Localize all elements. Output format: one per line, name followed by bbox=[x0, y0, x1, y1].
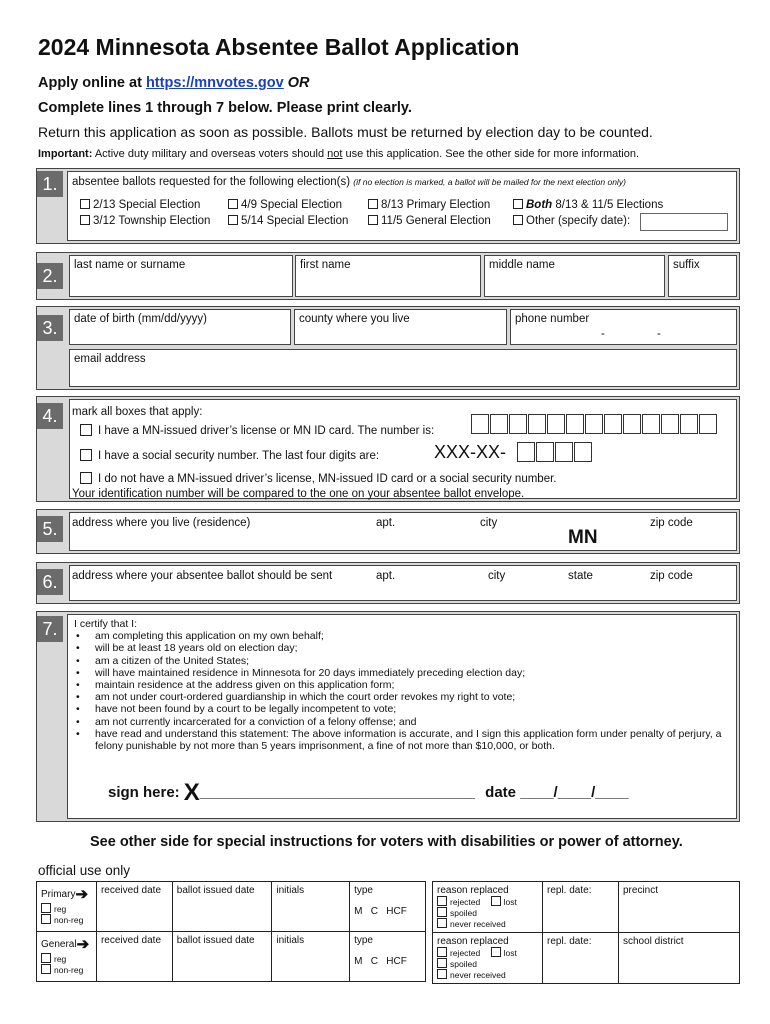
ssn-prefix: XXX-XX- bbox=[434, 442, 507, 462]
checkbox[interactable] bbox=[437, 896, 447, 906]
mailing-address-label: address where your absentee ballot should be sent bbox=[72, 570, 333, 582]
suffix-field[interactable]: suffix bbox=[668, 255, 737, 297]
signature-line[interactable] bbox=[108, 779, 629, 806]
section-3-contact bbox=[36, 306, 740, 390]
section-5-residence bbox=[36, 509, 740, 554]
certify-item: • am a citizen of the United States; bbox=[74, 655, 730, 667]
phone-dash: - bbox=[657, 328, 661, 340]
option-2-13-special[interactable]: 2/13 Special Election bbox=[80, 199, 200, 211]
table-row bbox=[37, 932, 426, 982]
official-use-label: official use only bbox=[38, 863, 131, 878]
sign-x: X bbox=[183, 779, 200, 806]
mark-all-label: mark all boxes that apply: bbox=[72, 406, 203, 418]
checkbox[interactable] bbox=[41, 964, 51, 974]
certify-intro: I certify that I: bbox=[74, 618, 138, 630]
option-5-14-special[interactable]: 5/14 Special Election bbox=[228, 215, 348, 227]
section-number: 2. bbox=[37, 263, 63, 289]
ballot-issued-cell[interactable]: ballot issued date bbox=[172, 932, 272, 982]
certify-item: • have not been found by a court to be legally incompetent to vote; bbox=[74, 703, 730, 715]
type-cell[interactable]: type M C HCF bbox=[350, 882, 426, 932]
table-row bbox=[37, 882, 426, 932]
option-both-elections[interactable]: Both 8/13 & 11/5 Elections bbox=[513, 199, 663, 211]
important-text-b: use this application. See the other side for more information. bbox=[342, 148, 640, 160]
section-7-certification bbox=[36, 611, 740, 822]
option-8-13-primary[interactable]: 8/13 Primary Election bbox=[368, 199, 490, 211]
initials-cell[interactable]: initials bbox=[272, 882, 350, 932]
elections-label: absentee ballots requested for the following election(s) (if no election is marked, a ballot will be mailed for the next election only) bbox=[72, 176, 626, 188]
identification-box bbox=[69, 399, 737, 499]
important-label: Important: bbox=[38, 148, 93, 160]
certify-item: • am not under court-ordered guardianship in which the court order revokes my right to vote; bbox=[74, 691, 730, 703]
apply-suffix: OR bbox=[283, 75, 310, 91]
zip-label: zip code bbox=[650, 517, 693, 529]
section-number: 5. bbox=[37, 516, 63, 542]
return-note: Return this application as soon as possible. Ballots must be returned by election day to be counted. bbox=[38, 124, 653, 140]
checkbox[interactable] bbox=[368, 199, 378, 209]
important-not: not bbox=[327, 148, 343, 160]
certify-list bbox=[74, 630, 730, 752]
page-title: 2024 Minnesota Absentee Ballot Application bbox=[38, 34, 520, 60]
checkbox[interactable] bbox=[80, 215, 90, 225]
ballot-issued-cell[interactable]: ballot issued date bbox=[172, 882, 272, 932]
received-date-cell[interactable]: received date bbox=[96, 882, 172, 932]
date-blank[interactable]: ____/____/____ bbox=[520, 784, 629, 801]
certify-item: • am completing this application on my own behalf; bbox=[74, 630, 730, 642]
checkbox[interactable] bbox=[437, 947, 447, 957]
primary-cell: Primary➔ reg non-reg bbox=[37, 882, 97, 932]
phone-field[interactable]: phone number - - bbox=[510, 309, 737, 345]
county-field[interactable]: county where you live bbox=[294, 309, 507, 345]
arrow-right-icon: ➔ bbox=[76, 936, 90, 953]
apt-label: apt. bbox=[376, 570, 396, 582]
precinct-cell[interactable]: precinct bbox=[619, 882, 740, 933]
checkbox[interactable] bbox=[80, 424, 92, 436]
signature-blank[interactable]: _________________________________ bbox=[199, 784, 475, 801]
license-option[interactable]: I have a MN-issued driver’s license or MN ID card. The number is: bbox=[80, 424, 434, 437]
section-4-identification bbox=[36, 396, 740, 502]
reason-replaced-cell[interactable]: reason replaced rejected lost spoiled never received bbox=[433, 933, 543, 984]
important-text-a: Active duty military and overseas voters should bbox=[92, 148, 328, 160]
ssn-option[interactable]: I have a social security number. The last four digits are: bbox=[80, 449, 379, 462]
certify-item: • will be at least 18 years old on election day; bbox=[74, 642, 730, 654]
initials-cell[interactable]: initials bbox=[272, 932, 350, 982]
elections-note: (if no election is marked, a ballot will be mailed for the next election only) bbox=[353, 177, 626, 187]
option-3-12-township[interactable]: 3/12 Township Election bbox=[80, 215, 210, 227]
checkbox[interactable] bbox=[513, 215, 523, 225]
checkbox[interactable] bbox=[41, 903, 51, 913]
residence-address-label: address where you live (residence) bbox=[72, 517, 251, 529]
other-date-input[interactable] bbox=[640, 213, 728, 231]
checkbox[interactable] bbox=[437, 907, 447, 917]
certify-item: • am not currently incarcerated for a conviction of a felony offense; and bbox=[74, 716, 730, 728]
certification-box bbox=[67, 614, 737, 819]
certify-item: • maintain residence at the address given on this application form; bbox=[74, 679, 730, 691]
repl-date-cell[interactable]: repl. date: bbox=[543, 882, 619, 933]
option-11-5-general[interactable]: 11/5 General Election bbox=[368, 215, 491, 227]
section-number: 3. bbox=[37, 315, 63, 341]
checkbox[interactable] bbox=[491, 947, 501, 957]
table-row bbox=[433, 882, 740, 933]
arrow-right-icon: ➔ bbox=[75, 886, 89, 903]
checkbox[interactable] bbox=[80, 472, 92, 484]
certify-item: • will have maintained residence in Minnesota for 20 days immediately preceding election day; bbox=[74, 667, 730, 679]
apply-online-line bbox=[38, 75, 310, 91]
checkbox[interactable] bbox=[437, 918, 447, 928]
checkbox[interactable] bbox=[491, 896, 501, 906]
apt-label: apt. bbox=[376, 517, 396, 529]
received-date-cell[interactable]: received date bbox=[96, 932, 172, 982]
reason-replaced-cell[interactable]: reason replaced rejected lost spoiled never received bbox=[433, 882, 543, 933]
section-number: 1. bbox=[37, 171, 63, 197]
section-number: 4. bbox=[37, 403, 63, 429]
middle-name-field[interactable]: middle name bbox=[484, 255, 665, 297]
type-cell[interactable]: type M C HCF bbox=[350, 932, 426, 982]
mnvotes-link[interactable]: https://mnvotes.gov bbox=[145, 75, 284, 91]
checkbox[interactable] bbox=[41, 914, 51, 924]
general-cell: General➔ reg non-reg bbox=[37, 932, 97, 982]
dob-field[interactable]: date of birth (mm/dd/yyyy) bbox=[69, 309, 291, 345]
phone-dash: - bbox=[601, 328, 605, 340]
checkbox[interactable] bbox=[513, 199, 523, 209]
first-name-field[interactable]: first name bbox=[295, 255, 481, 297]
mailing-address-field[interactable] bbox=[69, 565, 737, 601]
checkbox[interactable] bbox=[80, 449, 92, 461]
option-4-9-special[interactable]: 4/9 Special Election bbox=[228, 199, 342, 211]
section-number: 7. bbox=[37, 616, 63, 642]
checkbox[interactable] bbox=[437, 969, 447, 979]
state-label: state bbox=[568, 570, 593, 582]
other-side-note: See other side for special instructions for voters with disabilities or power of attorney. bbox=[90, 834, 683, 850]
checkbox[interactable] bbox=[437, 958, 447, 968]
checkbox[interactable] bbox=[228, 215, 238, 225]
last-name-field[interactable]: last name or surname bbox=[69, 255, 293, 297]
state-mn: MN bbox=[568, 527, 598, 548]
city-label: city bbox=[488, 570, 506, 582]
certify-item: • have read and understand this statement: The above information is accurate, and I sign this application form under penalty of perjury, a felony punishable by not more than 5 years imprisonment, a fine of not more than $10,000, or both. bbox=[74, 728, 730, 752]
official-use-table-right bbox=[432, 881, 740, 984]
id-compare-note: Your identification number will be compared to the one on your absentee ballot envelope. bbox=[72, 488, 525, 500]
license-number-boxes[interactable] bbox=[470, 414, 717, 434]
checkbox[interactable] bbox=[41, 953, 51, 963]
school-district-cell[interactable]: school district bbox=[619, 933, 740, 984]
complete-lines-instruction: Complete lines 1 through 7 below. Please print clearly. bbox=[38, 100, 412, 116]
checkbox[interactable] bbox=[80, 199, 90, 209]
email-field[interactable]: email address bbox=[69, 349, 737, 387]
no-id-option[interactable]: I do not have a MN-issued driver’s license, MN-issued ID card or a social security number. bbox=[80, 472, 556, 485]
section-2-name bbox=[36, 252, 740, 300]
table-row bbox=[433, 933, 740, 984]
residence-address-field[interactable] bbox=[69, 512, 737, 551]
ssn-digit-boxes[interactable] bbox=[516, 442, 592, 462]
section-6-mailing bbox=[36, 562, 740, 604]
checkbox[interactable] bbox=[368, 215, 378, 225]
important-note bbox=[38, 148, 639, 160]
option-other-date[interactable]: Other (specify date): bbox=[513, 215, 630, 227]
repl-date-cell[interactable]: repl. date: bbox=[543, 933, 619, 984]
date-label: date bbox=[485, 784, 517, 801]
section-1-elections bbox=[36, 168, 740, 244]
election-selection-box bbox=[67, 171, 737, 241]
city-label: city bbox=[480, 517, 498, 529]
sign-here-label: sign here: bbox=[108, 784, 180, 801]
official-use-table-left bbox=[36, 881, 426, 982]
zip-label: zip code bbox=[650, 570, 693, 582]
checkbox[interactable] bbox=[228, 199, 238, 209]
apply-prefix: Apply online at bbox=[38, 75, 146, 91]
section-number: 6. bbox=[37, 569, 63, 595]
